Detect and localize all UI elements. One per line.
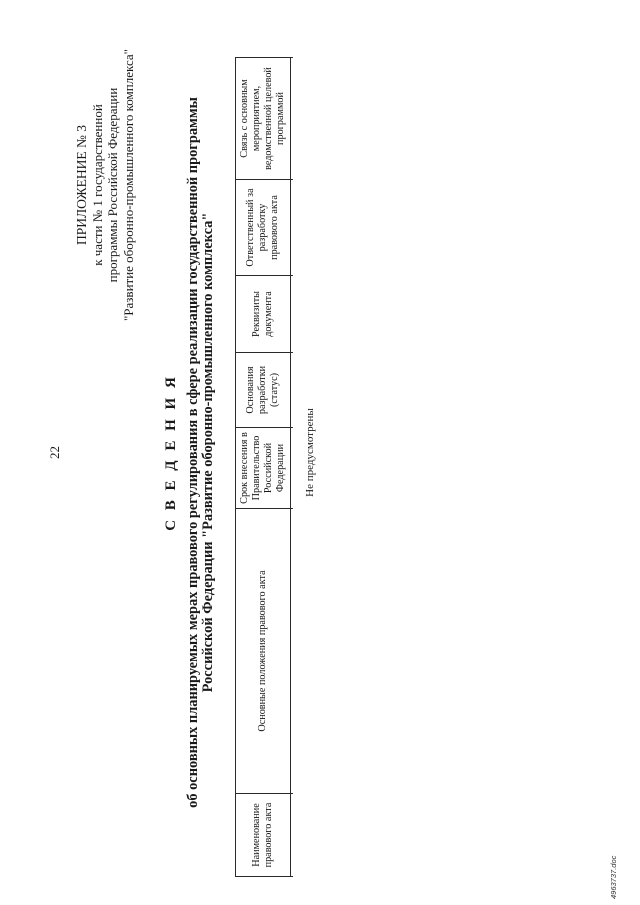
- appendix-line: "Развитие оборонно-промышленного комплекса": [120, 49, 136, 322]
- legal-measures-table: [235, 57, 293, 877]
- table-cell: [291, 509, 294, 794]
- appendix-line: к части № 1 государственной: [89, 104, 105, 266]
- column-header: Основные положения правового акта: [236, 509, 291, 794]
- table-cell: [291, 180, 294, 276]
- column-header: Основания разработки (статус): [236, 353, 291, 428]
- table-header-row: [236, 58, 291, 877]
- document-heading: С В Е Д Е Н И Я: [163, 374, 179, 531]
- page-number: 22: [47, 446, 62, 459]
- document-subheading: [186, 20, 216, 885]
- table-row: [291, 58, 294, 877]
- appendix-line: программы Российской Федерации: [105, 87, 121, 283]
- footer-file-id: 4963737.doc: [609, 855, 618, 899]
- table-cell: [291, 794, 294, 877]
- appendix-block: [74, 25, 136, 345]
- column-header: Связь с основным мероприятием, ведомственной целевой программой: [236, 58, 291, 180]
- appendix-title: ПРИЛОЖЕНИЕ № 3: [74, 124, 89, 246]
- table-cell: [291, 428, 294, 509]
- empty-note: Не предусмотрены: [304, 408, 316, 497]
- column-header: Наименование правового акта: [236, 794, 291, 877]
- subheading-line: Российской Федерации "Развитие оборонно-промышленного комплекса": [200, 212, 216, 693]
- column-header: Срок внесения в Правительство Российской Федерации: [236, 428, 291, 509]
- column-header: Реквизиты документа: [236, 276, 291, 353]
- table-cell: [291, 276, 294, 353]
- column-header: Ответственный за разработку правового акта: [236, 180, 291, 276]
- table-cell: [291, 353, 294, 428]
- subheading-line: об основных планируемых мерах правового регулирования в сфере реализации государственной программы: [185, 97, 201, 808]
- table-cell: [291, 58, 294, 180]
